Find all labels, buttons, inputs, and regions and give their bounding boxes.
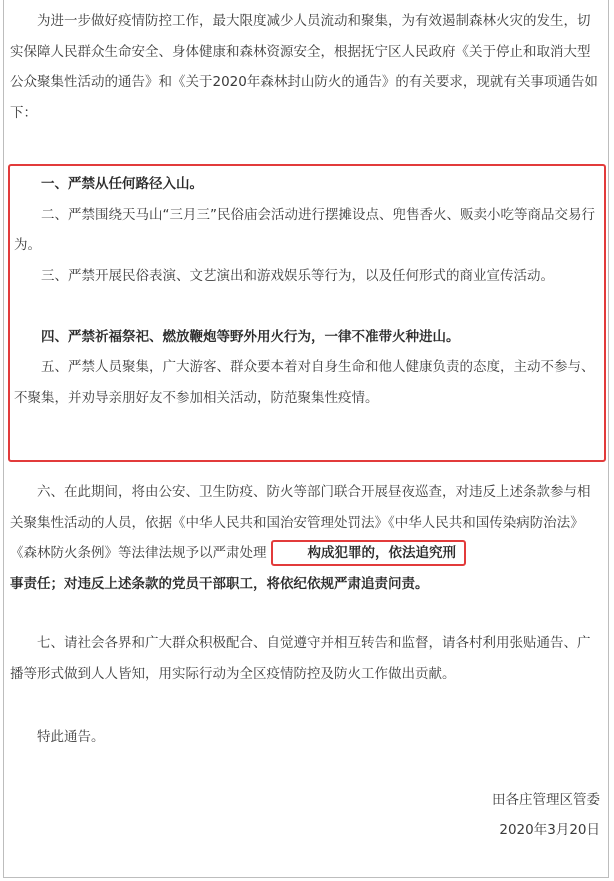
item-one: 一、严禁从任何路径入山。	[41, 176, 203, 192]
item-seven: 七、请社会各界和广大群众积极配合、自觉遵守并相互转告和监督，请各村利用张贴通告、广播等形式做到人人皆知，用实际行动为全区疫情防控及防火工作做出贡献。	[10, 635, 591, 682]
item-two: 二、严禁围绕天马山“三月三”民俗庙会活动进行摆摊设点、兜售香火、贩卖小吃等商品交易行为。	[14, 206, 595, 253]
intro-section	[10, 6, 602, 128]
issuer: 田各庄管理区管委	[492, 792, 600, 808]
intro-paragraph: 为进一步做好疫情防控工作，最大限度减少人员流动和聚集，为有效遏制森林火灾的发生，切实保障人民群众生命安全、身体健康和森林资源安全，根据抚宁区人民政府《关于停止和取消大型公众聚集性活动的通告》和《关于2020年森林封山防火的通告》的有关要求，现就有关事项通告如下：	[10, 13, 598, 121]
item-six-continuation: 事责任；对违反上述条款的党员干部职工，将依纪依规严肃追责问责。	[10, 575, 429, 592]
item-six-text: 六、在此期间，将由公安、卫生防疫、防火等部门联合开展昼夜巡查，对违反上述条款参与相关聚集性活动的人员，依据《中华人民共和国治安管理处罚法》《中华人民共和国传染病防治法》《森林防火条例》等法律法规予以严肃处理	[10, 484, 591, 561]
item-five: 五、严禁人员聚集，广大游客、群众要本着对自身生命和他人健康负责的态度，主动不参与、不聚集，并劝导亲朋好友不参加相关活动，防范聚集性疫情。	[14, 359, 595, 406]
date: 2020年3月20日	[499, 822, 600, 838]
item-three: 三、严禁开展民俗表演、文艺演出和游戏娱乐等行为，以及任何形式的商业宣传活动。	[41, 267, 554, 284]
item-six	[10, 477, 602, 599]
highlight-box	[8, 164, 606, 462]
highlighted-phrase: 构成犯罪的，依法追究刑	[271, 540, 467, 566]
closing: 特此通告。	[37, 729, 105, 745]
item-four: 四、严禁祈福祭祀、燃放鞭炮等野外用火行为，一律不准带火种进山。	[41, 328, 460, 345]
